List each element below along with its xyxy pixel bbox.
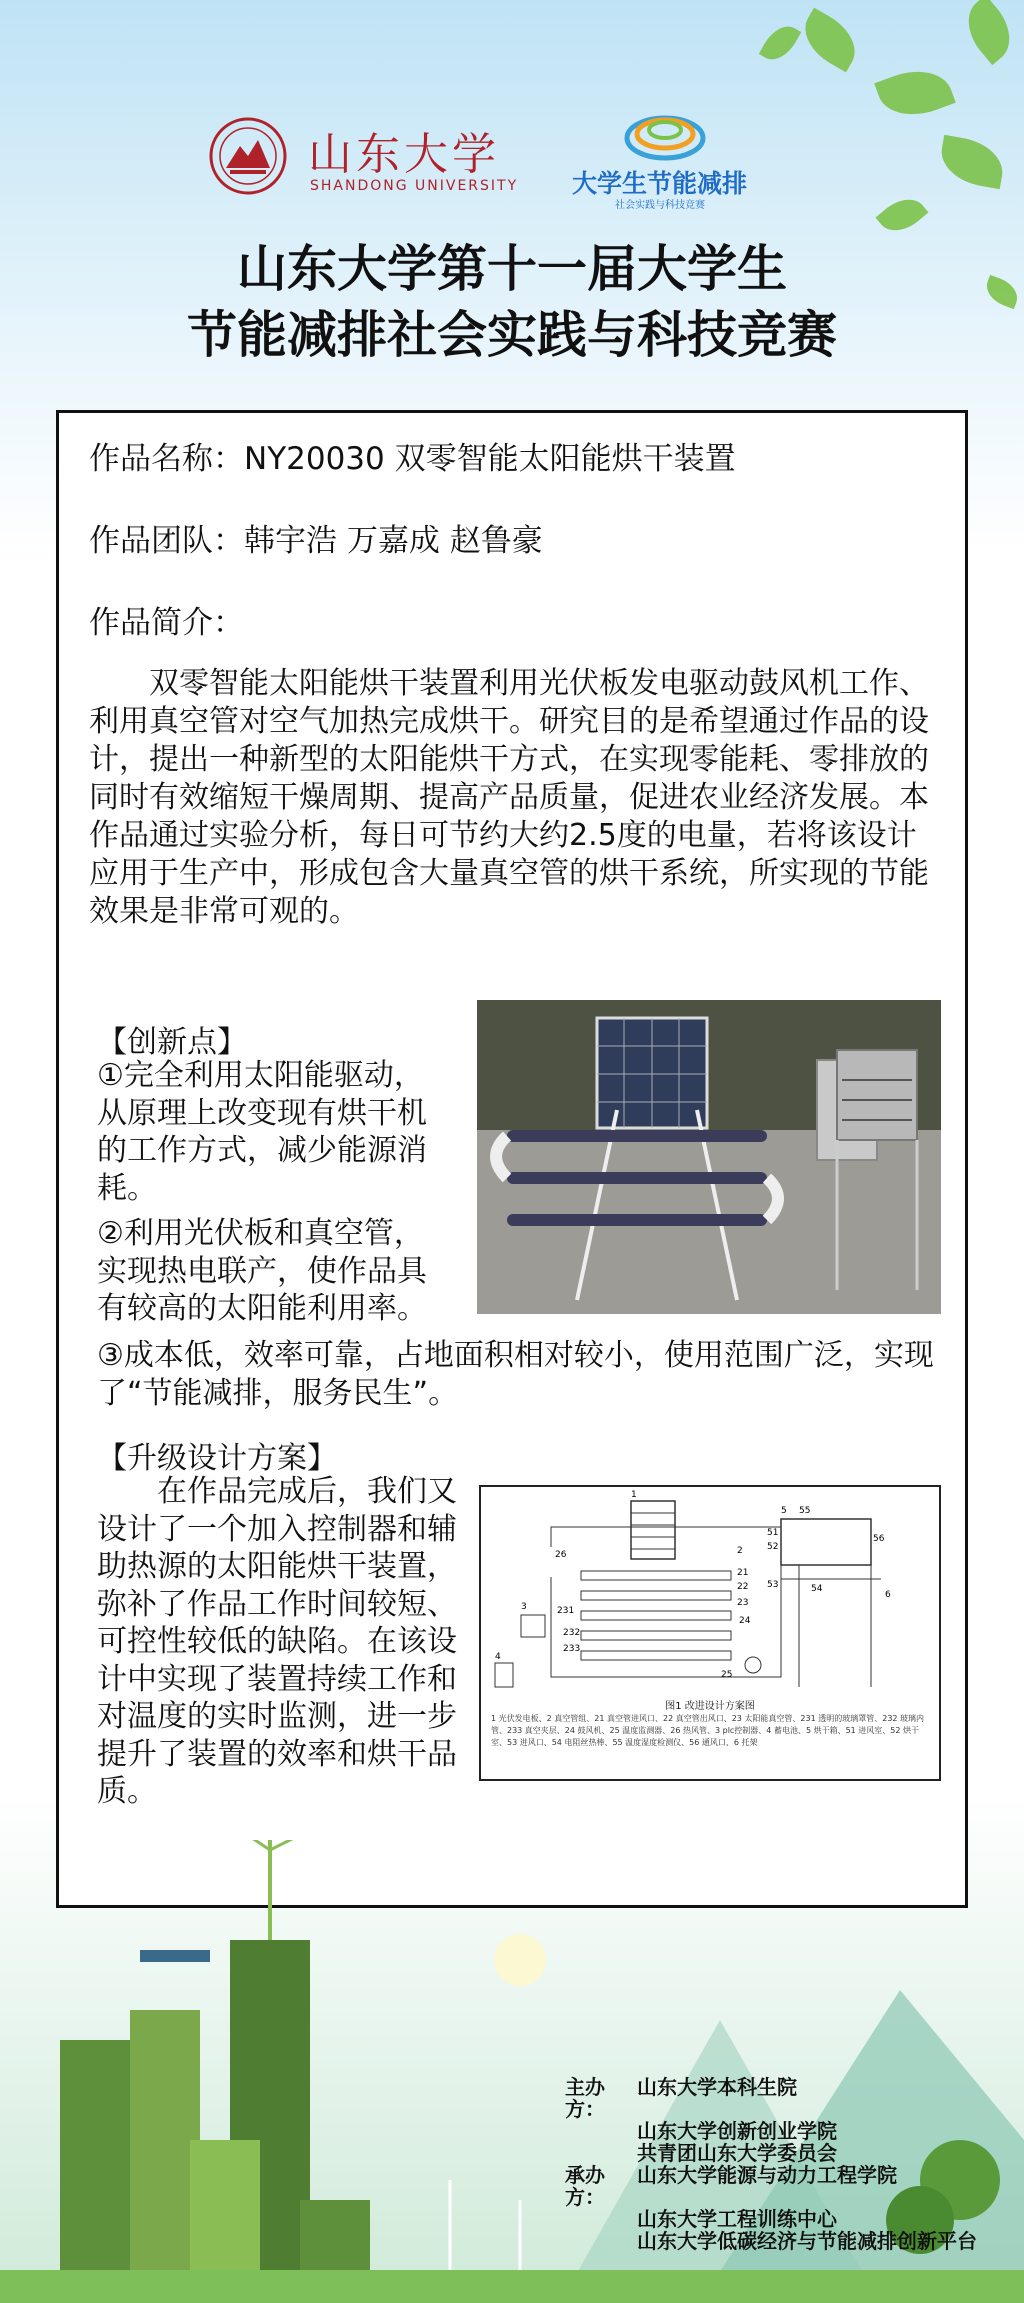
sponsors-block: [565, 2076, 977, 2252]
diagram-label: 233: [563, 1644, 581, 1654]
university-name-en: SHANDONG UNIVERSITY: [310, 178, 519, 194]
host-item: 山东大学本科生院: [637, 2075, 797, 2099]
work-name-field: [89, 433, 736, 478]
organizer-label: 承办方：: [565, 2163, 605, 2209]
diagram-label: 56: [873, 1534, 885, 1544]
work-name-label: 作品名称：: [89, 441, 244, 477]
diagram-label: 3: [521, 1602, 527, 1612]
university-name-cn: 山东大学: [308, 129, 500, 180]
innovation-point-2: ②利用光伏板和真空管，实现热电联产，使作品具有较高的太阳能利用率。: [97, 1216, 427, 1326]
host-label: 主办方：: [565, 2075, 605, 2121]
work-team-value: 韩宇浩 万嘉成 赵鲁豪: [244, 523, 543, 559]
diagram-label: 53: [767, 1580, 779, 1590]
upgrade-text: 在作品完成后，我们又设计了一个加入控制器和辅助热源的太阳能烘干装置，弥补了作品工作时间较短、可控性较低的缺陷。在该设计中实现了装置持续工作和对温度的实时监测，进一步提升了装置的效率和烘干品质。: [97, 1474, 457, 1809]
content-panel: [56, 410, 968, 1908]
work-intro-text: 双零智能太阳能烘干装置利用光伏板发电驱动鼓风机工作、利用真空管对空气加热完成烘干。研究目的是希望通过作品的设计，提出一种新型的太阳能烘干方式，在实现零能耗、零排放的同时有效缩短干燥周期、提高产品质量，促进农业经济发展。本作品通过实验分析，每日可节约大约2.5度的电量，若将该设计应用于生产中，形成包含大量真空管的烘干系统，所实现的节能效果是非常可观的。: [89, 666, 929, 929]
work-name-value: NY20030 双零智能太阳能烘干装置: [244, 441, 736, 477]
organizer-item: 山东大学低碳经济与节能减排创新平台: [637, 2229, 977, 2253]
diagram-label: 4: [495, 1652, 501, 1662]
work-team-label: 作品团队：: [89, 523, 244, 559]
title-line-2: 节能减排社会实践与科技竞赛: [187, 306, 837, 364]
competition-logo-title: 大学生节能减排: [572, 169, 748, 198]
innovation-heading: 【创新点】: [97, 1025, 247, 1060]
diagram-caption: 图1 改进设计方案图: [665, 1701, 755, 1712]
diagram-label: 25: [721, 1670, 733, 1680]
diagram-label: 52: [767, 1542, 779, 1552]
leaf-decoration: [937, 135, 1008, 189]
upgrade-heading: 【升级设计方案】: [97, 1441, 337, 1476]
diagram-label: 1: [631, 1490, 637, 1500]
diagram-label: 24: [739, 1616, 751, 1626]
diagram-label: 2: [737, 1546, 743, 1556]
solar-dryer-photo-icon: [477, 1000, 941, 1314]
organizer-item: 山东大学工程训练中心: [637, 2207, 837, 2231]
host-item: 共青团山东大学委员会: [637, 2141, 837, 2165]
title-line-1: 山东大学第十一届大学生: [237, 240, 787, 298]
leaf-decoration: [955, 0, 1023, 65]
improved-design-diagram: [479, 1485, 941, 1781]
diagram-label: 232: [563, 1628, 581, 1638]
diagram-label: 22: [737, 1582, 749, 1592]
diagram-label: 26: [555, 1550, 567, 1560]
product-photo: [477, 1000, 941, 1314]
diagram-label: 51: [767, 1528, 779, 1538]
innovation-point-3: ③成本低，效率可靠，占地面积相对较小，使用范围广泛，实现了“节能减排，服务民生”。: [97, 1338, 934, 1411]
page-title: [0, 236, 1024, 368]
diagram-label: 55: [799, 1506, 811, 1516]
host-item: 山东大学创新创业学院: [637, 2119, 837, 2143]
sdu-emblem-icon: [208, 116, 288, 196]
diagram-label: 21: [737, 1568, 749, 1578]
logo-row: [200, 108, 820, 211]
leaf-decoration: [876, 189, 929, 240]
innovation-point-1: ①完全利用太阳能驱动，从原理上改变现有烘干机的工作方式，减少能源消耗。: [97, 1058, 427, 1206]
competition-emblem-icon: [620, 108, 710, 168]
competition-logo-subtitle: 社会实践与科技竞赛: [615, 200, 705, 211]
diagram-label: 231: [557, 1606, 575, 1616]
diagram-label: 6: [885, 1590, 891, 1600]
diagram-label: 5: [781, 1506, 787, 1516]
work-team-field: [89, 515, 543, 560]
work-intro-label: 作品简介：: [89, 605, 244, 641]
diagram-label: 54: [811, 1584, 823, 1594]
leaf-decoration: [794, 8, 866, 73]
organizer-item: 山东大学能源与动力工程学院: [637, 2163, 897, 2187]
diagram-label: 23: [737, 1598, 749, 1608]
diagram-legend: 1 光伏发电板、2 真空管组、21 真空管进风口、22 真空管出风口、23 太阳能真空管、231 透明的玻璃罩管、232 玻璃内管、233 真空夹层、24 鼓风机、25 温度监测器、26 热风管、3 plc控制器、4 蓄电池、5 烘干箱、51 进风室、52 烘干室、53 进风口、54 电阻丝热棒、55 温度湿度检测仪、56 通风口、6 托架: [491, 1714, 925, 1747]
leaf-decoration: [759, 19, 802, 67]
leaf-decoration: [874, 59, 956, 126]
